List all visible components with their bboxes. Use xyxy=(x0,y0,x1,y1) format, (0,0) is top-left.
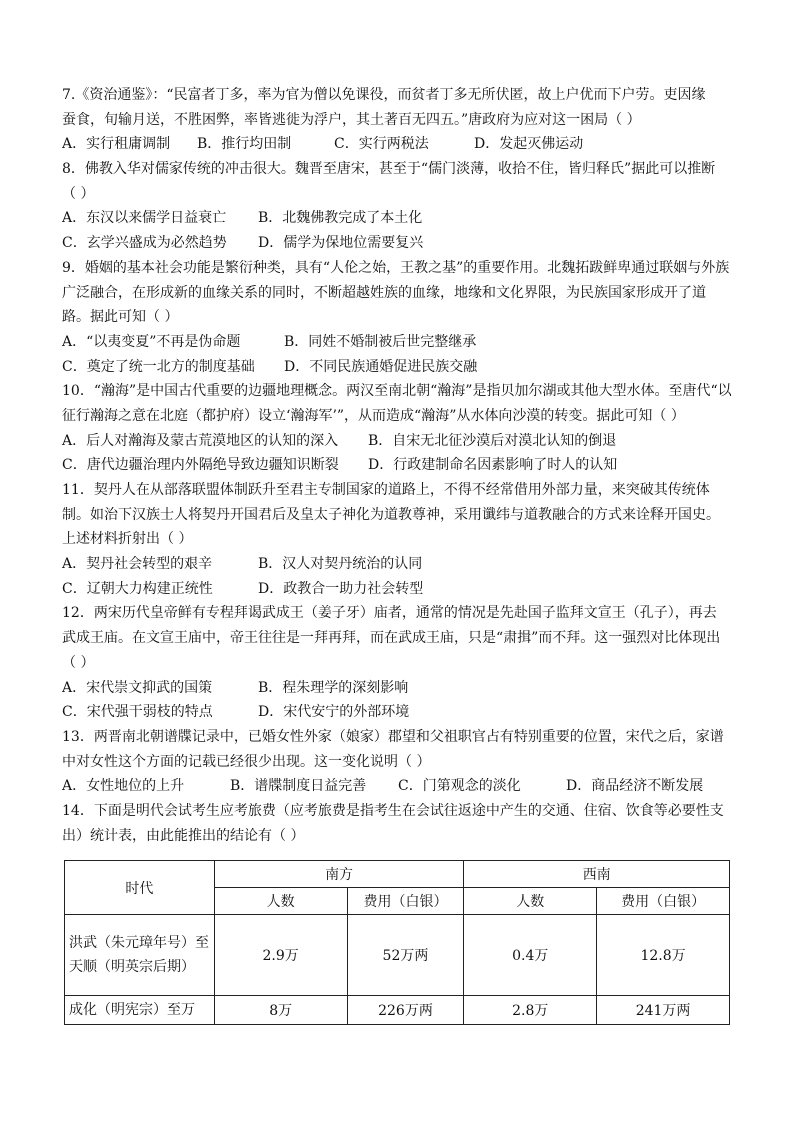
question-text-line: 广泛融合，在形成新的血缘关系的同时，不断超越姓族的血缘，地缘和文化界限，为民族国家形成开了道 xyxy=(62,284,706,301)
option-d: D．行政建制命名因素影响了时人的认知 xyxy=(368,457,618,474)
option-row xyxy=(62,355,734,380)
table-cell-south-people: 8万 xyxy=(214,996,347,1025)
table-header-cost: 费用（白银） xyxy=(597,888,730,915)
option-b: B．汉人对契丹统治的认同 xyxy=(258,556,423,573)
option-b: B．同姓不婚制被后世完整继承 xyxy=(284,333,477,350)
option-b: B．谱牒制度日益完善 xyxy=(230,778,367,795)
table-header-era: 时代 xyxy=(65,861,215,915)
question-12 xyxy=(62,601,734,724)
option-row xyxy=(62,231,734,256)
question-text-line: 蚕食，旬输月送，不胜困弊，率皆逃徙为浮户，其土著百无四五。”唐政府为应对这一困局（ ） xyxy=(62,111,641,128)
option-b: B．自宋无北征沙漠后对漠北认知的倒退 xyxy=(368,432,617,449)
option-c: C．实行两税法 xyxy=(334,136,429,153)
table-row xyxy=(65,915,730,996)
option-a: A．东汉以来儒学日益衰亡 xyxy=(62,210,227,227)
table-cell-sw-people: 0.4万 xyxy=(464,915,597,996)
option-d: D．儒学为保地位需要复兴 xyxy=(258,235,424,252)
table-cell-south-people: 2.9万 xyxy=(214,915,347,996)
option-d: D．发起灭佛运动 xyxy=(474,136,584,153)
option-a: A．“以夷变夏”不再是伪命题 xyxy=(62,333,241,350)
option-b: B．程朱理学的深刻影响 xyxy=(258,679,409,696)
question-text-line: 中对女性这个方面的记载已经很少出现。这一变化说明（ ） xyxy=(62,753,431,770)
option-row xyxy=(62,700,734,725)
option-row xyxy=(62,132,734,157)
question-13 xyxy=(62,725,734,799)
table-header-cost: 费用（白银） xyxy=(347,888,464,915)
question-text-line: （ ） xyxy=(62,654,95,671)
question-text-line: 上述材料折射出（ ） xyxy=(62,531,193,548)
option-row xyxy=(62,206,734,231)
option-c: C．唐代边疆治理内外隔绝导致边疆知识断裂 xyxy=(62,457,339,474)
question-text-line: 征行瀚海之意在北庭（都护府）设立‘瀚海军’”，从而造成“瀚海”从水体向沙漠的转变。据此可知（ ） xyxy=(62,407,685,424)
option-row xyxy=(62,774,734,799)
question-11 xyxy=(62,478,734,601)
option-d: D．宋代安宁的外部环境 xyxy=(258,704,410,721)
table-cell-era: 洪武（朱元璋年号）至天顺（明英宗后期） xyxy=(65,915,215,996)
question-text-line: 13．两晋南北朝谱牒记录中，已婚女性外家（娘家）郡望和父祖职官占有特别重要的位置，宋代之后，家谱 xyxy=(62,728,724,745)
option-b: B．北魏佛教完成了本土化 xyxy=(258,210,423,227)
table-header-people: 人数 xyxy=(464,888,597,915)
table-cell-sw-people: 2.8万 xyxy=(464,996,597,1025)
option-d: D．不同民族通婚促进民族交融 xyxy=(284,358,478,375)
option-c: C．辽朝大力构建正统性 xyxy=(62,580,213,597)
option-d: D．政教合一助力社会转型 xyxy=(258,580,424,597)
table-header-row xyxy=(65,861,730,888)
question-text-line: 路。据此可知（ ） xyxy=(62,309,179,326)
table-cell-south-cost: 52万两 xyxy=(347,915,464,996)
table-header-south: 南方 xyxy=(214,861,464,888)
option-row xyxy=(62,577,734,602)
option-b: B．推行均田制 xyxy=(197,136,292,153)
question-8 xyxy=(62,157,734,256)
question-text-line: 制。如治下汉族士人将契丹开国君后及皇太子神化为道教尊神，采用谶纬与道教融合的方式来诠释开国史。 xyxy=(62,506,720,523)
question-7 xyxy=(62,83,734,157)
table-header-people: 人数 xyxy=(214,888,347,915)
option-row xyxy=(62,429,734,454)
question-text-line: 7.《资治通鉴》：“民富者丁多，率为官为僧以免课役，而贫者丁多无所伏匿，故上户优而下户劳。吏因缘 xyxy=(62,87,706,103)
option-c: C．奠定了统一北方的制度基础 xyxy=(62,358,255,375)
table-row xyxy=(65,996,730,1025)
option-a: A．契丹社会转型的艰辛 xyxy=(62,556,213,573)
option-a: A．实行租庸调制 xyxy=(62,136,171,153)
table-cell-sw-cost: 241万两 xyxy=(597,996,730,1025)
option-row xyxy=(62,453,734,478)
option-row xyxy=(62,552,734,577)
table-cell-era: 成化（明宪宗）至万 xyxy=(65,996,215,1025)
option-d: D．商品经济不断发展 xyxy=(566,778,704,795)
option-c: C．宋代强干弱枝的特点 xyxy=(62,704,213,721)
table-cell-sw-cost: 12.8万 xyxy=(597,915,730,996)
question-text-line: 12．两宋历代皇帝鲜有专程拜谒武成王（姜子牙）庙者，通常的情况是先赴国子监拜文宣王（孔子），再去 xyxy=(62,605,717,622)
question-text-line: 8．佛教入华对儒家传统的冲击很大。魏晋至唐宋，甚至于“儒门淡薄，收拾不住，皆归释氏”据此可以推断 xyxy=(62,161,716,178)
option-c: C．门第观念的淡化 xyxy=(398,778,521,795)
question-text-line: 11．契丹人在从部落联盟体制跃升至君主专制国家的道路上，不得不经常借用外部力量，来突破其传统体 xyxy=(62,482,710,498)
table-header-southwest: 西南 xyxy=(464,861,730,888)
travel-cost-table xyxy=(64,860,730,1025)
option-c: C．玄学兴盛成为必然趋势 xyxy=(62,235,227,252)
question-text-line: 9．婚姻的基本社会功能是繁衍种类，具有“人伦之始，王教之基”的重要作用。北魏拓跋鲜卑通过联姻与外族 xyxy=(62,259,730,276)
question-text-line: 武成王庙。在文宣王庙中，帝王往往是一拜再拜，而在武成王庙，只是“肃揖”而不拜。这一强烈对比体现出 xyxy=(62,630,721,647)
question-text-line: 14．下面是明代会试考生应考旅费（应考旅费是指考生在会试往返途中产生的交通、住宿、饮食等必要性支 xyxy=(62,802,724,819)
option-a: A．后人对瀚海及蒙古荒漠地区的认知的深入 xyxy=(62,432,339,449)
question-14 xyxy=(62,799,734,848)
table-cell-south-cost: 226万两 xyxy=(347,996,464,1025)
question-page xyxy=(62,83,734,848)
question-text-line: （ ） xyxy=(62,185,95,202)
option-row xyxy=(62,330,734,355)
question-text-line: 10．“瀚海”是中国古代重要的边疆地理概念。两汉至南北朝“瀚海”是指贝加尔湖或其他大型水体。至唐代“以 xyxy=(62,383,732,400)
question-text-line: 出）统计表，由此能推出的结论有（ ） xyxy=(62,827,305,844)
question-10 xyxy=(62,379,734,478)
question-9 xyxy=(62,256,734,379)
option-row xyxy=(62,676,734,701)
option-a: A．宋代崇文抑武的国策 xyxy=(62,679,213,696)
option-a: A．女性地位的上升 xyxy=(62,778,185,795)
